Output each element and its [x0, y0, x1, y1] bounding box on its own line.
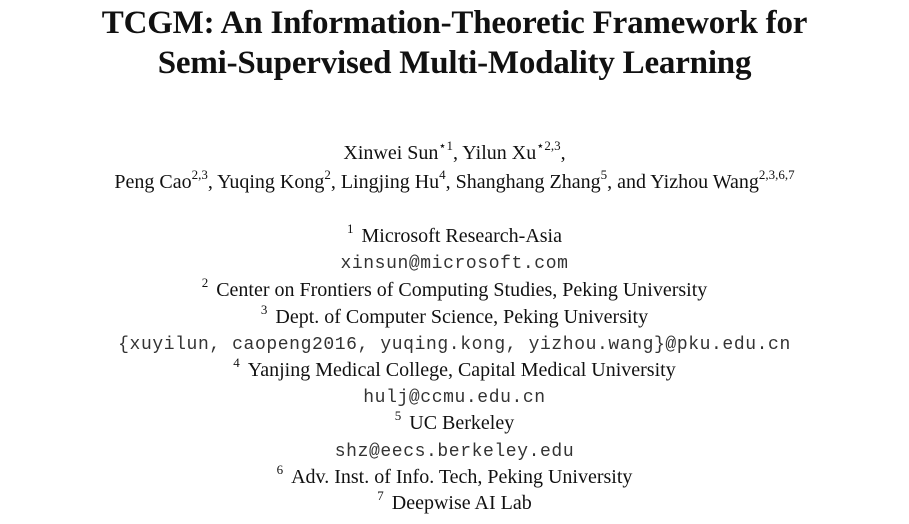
affiliation-7: $^7$ Deepwise AI Lab	[377, 488, 532, 514]
author-line-2: Peng Cao$^{2,3}$, Yuqing Kong$^2$, Lingjing Hu$^4$, Shanghang Zhang$^5$, and Yizhou Wang$^{2,3,6,7}$	[114, 167, 795, 193]
author-name: Xinwei Sun	[343, 142, 439, 164]
author-line-1: Xinwei Sun$^{⋆1}$, Yilun $Xu^{⋆2,3}$,	[343, 138, 566, 164]
author-affiliation-marker: 2,3,6,7	[758, 167, 795, 183]
author-name: Peng Cao	[114, 171, 192, 193]
affiliation-2: $^2$ Center on Frontiers of Computing Studies, Peking University	[201, 275, 708, 301]
author-affiliation-marker: 4	[439, 167, 446, 183]
author-affiliation-marker: 2	[324, 167, 331, 183]
author-affiliation-marker: ⋆2,3	[536, 138, 561, 154]
author-name: Shanghang Zhang	[455, 171, 601, 193]
paper-title-line-1: TCGM: An Information-Theoretic Framework for	[101, 5, 808, 41]
affiliation-6: $^6$ Adv. Inst. of Info. Tech, Peking University	[276, 462, 633, 488]
author-name: Yilun Xu	[462, 142, 537, 164]
affiliation-4: $^4$ Yanjing Medical College, Capital Medical University	[233, 355, 676, 381]
author-affiliation-marker: 5	[600, 167, 608, 183]
author-name: Yizhou Wang	[650, 171, 759, 193]
author-name: Lingjing Hu	[340, 171, 440, 193]
author-affiliation-marker: 2,3	[191, 167, 208, 183]
email-5: shz@eecs.berkeley.edu	[334, 442, 575, 462]
email-4: hulj@ccmu.edu.cn	[363, 388, 546, 408]
affiliation-5: $^5$ UC Berkeley	[394, 408, 515, 434]
author-affiliation-marker: ⋆1	[438, 138, 454, 154]
author-name: Yuqing Kong	[217, 171, 325, 193]
affiliation-1: $^1$ Microsoft Research-Asia	[347, 221, 562, 247]
email-3: {xuyilun, caopeng2016, yuqing.kong, yizhou.wang}@pku.edu.cn	[118, 335, 791, 355]
affiliation-3: $^3$ Dept. of Computer Science, Peking University	[260, 302, 649, 328]
email-1: xinsun@microsoft.com	[340, 254, 569, 274]
paper-title-line-2: Semi-Supervised Multi-Modality Learning	[157, 45, 752, 81]
